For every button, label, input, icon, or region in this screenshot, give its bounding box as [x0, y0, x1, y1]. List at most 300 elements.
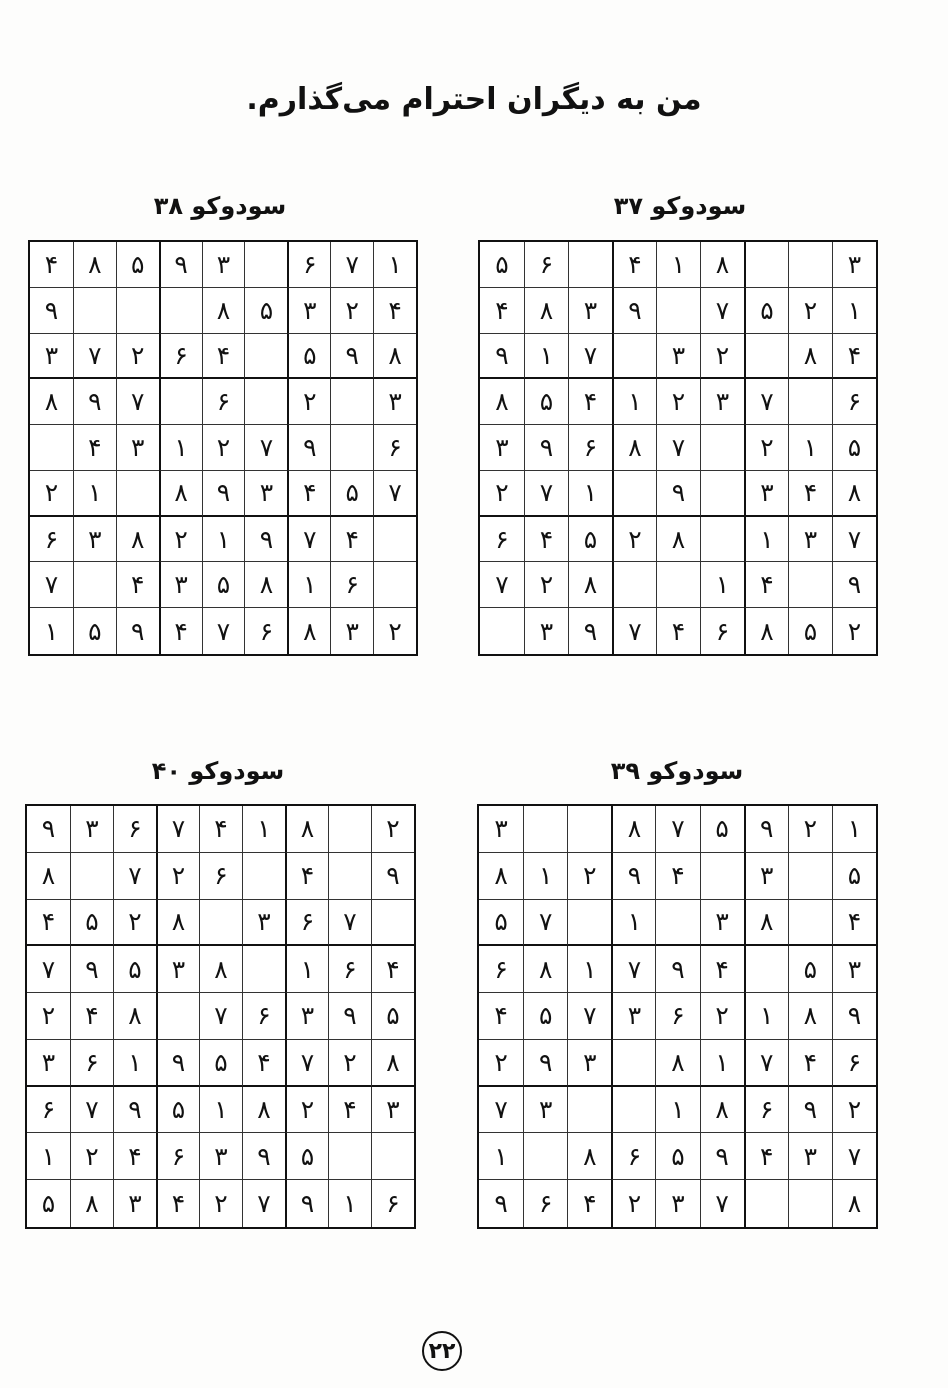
sudoku-cell: ۷ [744, 1040, 788, 1087]
sudoku-cell [744, 242, 788, 288]
sudoku-cell: ۱ [656, 242, 700, 288]
sudoku-cell: ۷ [611, 946, 655, 993]
sudoku-cell [30, 425, 73, 471]
sudoku-cell: ۳ [116, 425, 159, 471]
sudoku-cell [242, 853, 285, 900]
sudoku-cell: ۱ [700, 562, 744, 608]
sudoku-cell: ۶ [568, 425, 612, 471]
sudoku-cell: ۹ [611, 853, 655, 900]
sudoku-cell: ۳ [611, 993, 655, 1040]
sudoku-cell: ۵ [568, 517, 612, 563]
sudoku-cell [244, 242, 287, 288]
sudoku-cell: ۱ [159, 425, 202, 471]
sudoku-cell: ۷ [832, 1133, 876, 1180]
sudoku-cell: ۴ [480, 288, 524, 334]
sudoku-cell: ۳ [700, 379, 744, 425]
sudoku-cell [656, 288, 700, 334]
sudoku-cell: ۹ [116, 608, 159, 654]
sudoku-cell: ۳ [523, 1087, 567, 1134]
sudoku-cell: ۵ [788, 946, 832, 993]
sudoku-cell: ۵ [199, 1040, 242, 1087]
sudoku-cell: ۹ [328, 993, 371, 1040]
sudoku-cell: ۵ [287, 334, 330, 380]
sudoku-cell: ۲ [27, 993, 70, 1040]
sudoku-cell: ۴ [159, 608, 202, 654]
sudoku-cell: ۱ [242, 806, 285, 853]
sudoku-cell [567, 1087, 611, 1134]
sudoku-grid-40 [25, 804, 416, 1229]
sudoku-cell: ۱ [611, 900, 655, 947]
sudoku-cell: ۶ [202, 379, 245, 425]
sudoku-cell: ۴ [113, 1133, 156, 1180]
sudoku-cell [700, 853, 744, 900]
sudoku-cell: ۵ [156, 1087, 199, 1134]
sudoku-cell: ۹ [70, 946, 113, 993]
sudoku-cell: ۹ [287, 425, 330, 471]
sudoku-cell [480, 608, 524, 654]
sudoku-cell [199, 900, 242, 947]
sudoku-cell: ۲ [480, 471, 524, 517]
sudoku-cell: ۱ [567, 946, 611, 993]
sudoku-cell: ۷ [700, 288, 744, 334]
sudoku-cell: ۱ [373, 242, 416, 288]
sudoku-cell [788, 853, 832, 900]
sudoku-cell: ۲ [612, 517, 656, 563]
sudoku-cell: ۲ [700, 993, 744, 1040]
sudoku-cell: ۲ [371, 806, 414, 853]
sudoku-cell: ۹ [73, 379, 116, 425]
sudoku-cell [330, 425, 373, 471]
sudoku-cell: ۴ [744, 1133, 788, 1180]
sudoku-cell: ۲ [788, 288, 832, 334]
sudoku-cell: ۹ [700, 1133, 744, 1180]
sudoku-cell: ۳ [156, 946, 199, 993]
sudoku-cell [788, 1180, 832, 1227]
sudoku-cell: ۷ [480, 562, 524, 608]
sudoku-cell: ۸ [242, 1087, 285, 1134]
sudoku-cell: ۱ [568, 471, 612, 517]
sudoku-cell: ۱ [27, 1133, 70, 1180]
sudoku-cell: ۷ [330, 242, 373, 288]
sudoku-cell: ۳ [567, 1040, 611, 1087]
sudoku-cell: ۹ [330, 334, 373, 380]
sudoku-cell: ۸ [371, 1040, 414, 1087]
sudoku-cell: ۴ [700, 946, 744, 993]
sudoku-cell: ۴ [156, 1180, 199, 1227]
sudoku-grid-38 [28, 240, 418, 656]
sudoku-cell: ۸ [611, 806, 655, 853]
sudoku-cell: ۱ [832, 806, 876, 853]
sudoku-cell: ۶ [285, 900, 328, 947]
sudoku-cell: ۸ [159, 471, 202, 517]
sudoku-cell: ۷ [744, 379, 788, 425]
sudoku-cell: ۸ [199, 946, 242, 993]
sudoku-cell: ۸ [568, 562, 612, 608]
sudoku-cell: ۸ [523, 946, 567, 993]
sudoku-cell: ۲ [330, 288, 373, 334]
sudoku-cell: ۷ [156, 806, 199, 853]
sudoku-cell: ۷ [27, 946, 70, 993]
sudoku-cell [788, 562, 832, 608]
sudoku-cell: ۸ [30, 379, 73, 425]
sudoku-cell: ۵ [116, 242, 159, 288]
sudoku-cell [655, 900, 699, 947]
sudoku-cell: ۸ [287, 608, 330, 654]
sudoku-cell: ۹ [656, 471, 700, 517]
sudoku-cell [700, 471, 744, 517]
sudoku-cell [373, 562, 416, 608]
sudoku-cell [73, 288, 116, 334]
sudoku-cell: ۸ [480, 379, 524, 425]
sudoku-cell: ۶ [287, 242, 330, 288]
sudoku-cell [612, 334, 656, 380]
sudoku-cell: ۴ [27, 900, 70, 947]
sudoku-cell: ۹ [480, 334, 524, 380]
sudoku-cell: ۲ [611, 1180, 655, 1227]
sudoku-cell: ۹ [156, 1040, 199, 1087]
sudoku-cell [159, 379, 202, 425]
sudoku-cell [611, 1040, 655, 1087]
sudoku-grid-37 [478, 240, 878, 656]
sudoku-cell: ۴ [479, 993, 523, 1040]
sudoku-cell: ۹ [655, 946, 699, 993]
sudoku-cell [744, 946, 788, 993]
sudoku-cell: ۱ [287, 562, 330, 608]
sudoku-cell: ۳ [744, 471, 788, 517]
sudoku-cell: ۶ [27, 1087, 70, 1134]
sudoku-cell: ۵ [480, 242, 524, 288]
sudoku-cell: ۹ [494, 1189, 508, 1219]
sudoku-cell: ۷ [567, 993, 611, 1040]
sudoku-cell: ۱ [202, 517, 245, 563]
sudoku-cell: ۸ [832, 1180, 876, 1227]
sudoku-cell: ۶ [655, 993, 699, 1040]
sudoku-cell: ۹ [568, 608, 612, 654]
sudoku-cell: ۵ [70, 900, 113, 947]
sudoku-cell: ۴ [73, 425, 116, 471]
sudoku-cell: ۳ [700, 900, 744, 947]
sudoku-cell: ۶ [479, 946, 523, 993]
sudoku-cell: ۹ [612, 288, 656, 334]
sudoku-cell: ۸ [700, 242, 744, 288]
sudoku-cell: ۳ [287, 288, 330, 334]
sudoku-cell: ۴ [656, 608, 700, 654]
sudoku-cell: ۴ [568, 379, 612, 425]
sudoku-cell: ۱ [523, 853, 567, 900]
sudoku-cell: ۱ [744, 993, 788, 1040]
sudoku-cell: ۸ [524, 288, 568, 334]
sudoku-cell: ۸ [744, 900, 788, 947]
sudoku-cell: ۹ [113, 1087, 156, 1134]
sudoku-cell: ۴ [328, 1087, 371, 1134]
sudoku-cell: ۹ [27, 806, 70, 853]
sudoku-cell [328, 806, 371, 853]
sudoku-cell [116, 288, 159, 334]
sudoku-cell: ۳ [242, 900, 285, 947]
sudoku-cell: ۷ [832, 517, 876, 563]
sudoku-cell: ۴ [832, 334, 876, 380]
sudoku-cell: ۹ [285, 1180, 328, 1227]
sudoku-cell: ۷ [655, 806, 699, 853]
sudoku-cell: ۷ [242, 1180, 285, 1227]
sudoku-cell [567, 900, 611, 947]
sudoku-cell: ۶ [611, 1133, 655, 1180]
sudoku-cell [242, 946, 285, 993]
sudoku-cell: ۳ [373, 379, 416, 425]
sudoku-cell: ۳ [656, 334, 700, 380]
sudoku-cell: ۹ [788, 1087, 832, 1134]
sudoku-cell: ۳ [832, 242, 876, 288]
sudoku-cell: ۴ [285, 853, 328, 900]
sudoku-cell: ۳ [371, 1087, 414, 1134]
sudoku-cell [371, 900, 414, 947]
sudoku-cell: ۲ [70, 1133, 113, 1180]
sudoku-cell: ۶ [30, 517, 73, 563]
sudoku-cell [523, 806, 567, 853]
sudoku-cell: ۴ [287, 471, 330, 517]
sudoku-cell [744, 1180, 788, 1227]
sudoku-cell: ۶ [480, 517, 524, 563]
sudoku-cell: ۲ [832, 608, 876, 654]
sudoku-cell: ۸ [156, 900, 199, 947]
sudoku-cell: ۵ [524, 379, 568, 425]
sudoku-cell [700, 425, 744, 471]
sudoku-cell: ۲ [524, 562, 568, 608]
sudoku-cell: ۶ [744, 1087, 788, 1134]
sudoku-cell [788, 379, 832, 425]
sudoku-cell: ۷ [656, 425, 700, 471]
sudoku-cell [328, 853, 371, 900]
sudoku-cell: ۴ [373, 288, 416, 334]
sudoku-cell: ۸ [788, 334, 832, 380]
sudoku-cell: ۸ [73, 242, 116, 288]
sudoku-cell: ۵ [523, 993, 567, 1040]
sudoku-cell [788, 900, 832, 947]
sudoku-cell: ۹ [832, 993, 876, 1040]
puzzle-title-37: سودوکو ۳۷ [613, 192, 747, 220]
sudoku-cell: ۶ [159, 334, 202, 380]
sudoku-cell: ۶ [199, 853, 242, 900]
sudoku-cell: ۴ [202, 334, 245, 380]
sudoku-cell [612, 562, 656, 608]
sudoku-cell: ۲ [328, 1040, 371, 1087]
sudoku-cell [373, 517, 416, 563]
sudoku-cell: ۷ [568, 334, 612, 380]
sudoku-cell: ۷ [199, 993, 242, 1040]
sudoku-cell: ۵ [202, 562, 245, 608]
sudoku-cell [330, 379, 373, 425]
sudoku-cell: ۲ [656, 379, 700, 425]
puzzle-title-40: سودوکو ۴۰ [151, 757, 285, 785]
sudoku-cell: ۳ [788, 1133, 832, 1180]
sudoku-cell: ۹ [832, 562, 876, 608]
sudoku-cell: ۵ [73, 608, 116, 654]
sudoku-cell: ۲ [285, 1087, 328, 1134]
sudoku-cell [611, 1087, 655, 1134]
sudoku-cell: ۴ [30, 242, 73, 288]
sudoku-cell: ۷ [244, 425, 287, 471]
sudoku-cell: ۷ [30, 562, 73, 608]
sudoku-cell: ۴ [70, 993, 113, 1040]
sudoku-cell: ۳ [480, 425, 524, 471]
sudoku-cell: ۷ [116, 379, 159, 425]
sudoku-cell: ۲ [567, 853, 611, 900]
sudoku-cell: ۷ [523, 900, 567, 947]
sudoku-cell: ۴ [371, 946, 414, 993]
sudoku-cell: ۵ [832, 853, 876, 900]
sudoku-cell: ۸ [700, 1087, 744, 1134]
sudoku-cell: ۸ [832, 471, 876, 517]
sudoku-cell: ۳ [244, 471, 287, 517]
sudoku-cell: ۸ [479, 853, 523, 900]
sudoku-cell [744, 334, 788, 380]
sudoku-cell: ۶ [373, 425, 416, 471]
sudoku-cell: ۲ [30, 471, 73, 517]
sudoku-cell [159, 288, 202, 334]
sudoku-cell: ۲ [199, 1180, 242, 1227]
sudoku-cell: ۵ [479, 900, 523, 947]
sudoku-cell [568, 242, 612, 288]
sudoku-cell: ۴ [116, 562, 159, 608]
sudoku-cell: ۹ [244, 517, 287, 563]
sudoku-cell: ۱ [524, 334, 568, 380]
sudoku-cell [70, 853, 113, 900]
sudoku-cell: ۴ [788, 1040, 832, 1087]
sudoku-cell: ۸ [70, 1180, 113, 1227]
sudoku-cell: ۲ [373, 608, 416, 654]
sudoku-cell: ۸ [116, 517, 159, 563]
sudoku-cell: ۶ [832, 1040, 876, 1087]
sudoku-cell: ۹ [242, 1133, 285, 1180]
sudoku-cell: ۵ [832, 425, 876, 471]
sudoku-cell: ۳ [73, 517, 116, 563]
sudoku-cell: ۳ [70, 806, 113, 853]
sudoku-grid-39 [477, 804, 878, 1229]
sudoku-cell: ۲ [287, 379, 330, 425]
sudoku-cell: ۹ [371, 853, 414, 900]
sudoku-cell [788, 242, 832, 288]
sudoku-cell [700, 517, 744, 563]
sudoku-cell: ۱ [285, 946, 328, 993]
sudoku-cell: ۳ [113, 1180, 156, 1227]
sudoku-cell: ۷ [373, 471, 416, 517]
sudoku-cell: ۶ [70, 1040, 113, 1087]
sudoku-cell: ۳ [744, 853, 788, 900]
sudoku-cell: ۵ [244, 288, 287, 334]
sudoku-cell [156, 993, 199, 1040]
sudoku-cell: ۷ [202, 608, 245, 654]
sudoku-cell: ۱ [73, 471, 116, 517]
sudoku-cell: ۵ [788, 608, 832, 654]
sudoku-cell: ۳ [159, 562, 202, 608]
sudoku-cell: ۶ [371, 1180, 414, 1227]
sudoku-cell: ۸ [244, 562, 287, 608]
sudoku-cell: ۸ [113, 993, 156, 1040]
sudoku-cell [656, 562, 700, 608]
sudoku-cell: ۲ [832, 1087, 876, 1134]
sudoku-cell [523, 1133, 567, 1180]
sudoku-cell: ۹ [202, 471, 245, 517]
sudoku-cell: ۴ [832, 900, 876, 947]
puzzle-title-39: سودوکو ۳۹ [610, 757, 744, 785]
sudoku-cell: ۸ [655, 1040, 699, 1087]
sudoku-cell: ۷ [70, 1087, 113, 1134]
sudoku-cell [371, 1133, 414, 1180]
sudoku-cell [73, 562, 116, 608]
sudoku-cell: ۲ [116, 334, 159, 380]
sudoku-cell: ۳ [524, 608, 568, 654]
sudoku-cell: ۶ [113, 806, 156, 853]
sudoku-cell: ۲ [156, 853, 199, 900]
sudoku-cell: ۸ [656, 517, 700, 563]
sudoku-cell: ۲ [159, 517, 202, 563]
sudoku-cell: ۵ [655, 1133, 699, 1180]
page-title: من به دیگران احترام می‌گذارم. [246, 82, 702, 117]
sudoku-cell: ۳ [568, 288, 612, 334]
sudoku-cell [116, 471, 159, 517]
sudoku-cell: ۷ [700, 1180, 744, 1227]
sudoku-cell: ۸ [202, 288, 245, 334]
sudoku-cell: ۹ [744, 806, 788, 853]
sudoku-cell: ۷ [113, 853, 156, 900]
sudoku-cell: ۱ [612, 379, 656, 425]
sudoku-cell: ۸ [744, 608, 788, 654]
sudoku-cell [612, 471, 656, 517]
sudoku-cell: ۴ [199, 806, 242, 853]
sudoku-cell: ۴ [330, 517, 373, 563]
sudoku-cell: ۴ [524, 517, 568, 563]
sudoku-cell: ۴ [567, 1180, 611, 1227]
sudoku-cell: ۴ [655, 853, 699, 900]
sudoku-cell: ۳ [788, 517, 832, 563]
sudoku-cell: ۶ [330, 562, 373, 608]
puzzle-title-38: سودوکو ۳۸ [153, 192, 287, 220]
sudoku-cell: ۱ [199, 1087, 242, 1134]
sudoku-cell: ۴ [612, 242, 656, 288]
sudoku-cell: ۶ [524, 242, 568, 288]
sudoku-cell: ۴ [744, 562, 788, 608]
sudoku-cell: ۹ [524, 425, 568, 471]
sudoku-cell: ۹ [523, 1040, 567, 1087]
sudoku-cell: ۳ [199, 1133, 242, 1180]
sudoku-cell [328, 1133, 371, 1180]
sudoku-cell: ۱ [479, 1133, 523, 1180]
sudoku-cell: ۳ [479, 806, 523, 853]
sudoku-cell: ۳ [202, 242, 245, 288]
sudoku-cell: ۳ [30, 334, 73, 380]
sudoku-cell: ۱ [113, 1040, 156, 1087]
sudoku-cell: ۶ [832, 379, 876, 425]
sudoku-cell: ۲ [113, 900, 156, 947]
sudoku-cell: ۱ [744, 517, 788, 563]
sudoku-cell: ۱ [700, 1040, 744, 1087]
sudoku-cell: ۴ [242, 1040, 285, 1087]
sudoku-cell: ۶ [244, 608, 287, 654]
sudoku-cell [244, 379, 287, 425]
sudoku-cell: ۲ [202, 425, 245, 471]
sudoku-cell: ۸ [27, 853, 70, 900]
sudoku-cell: ۷ [612, 608, 656, 654]
sudoku-cell: ۵ [330, 471, 373, 517]
sudoku-cell [567, 806, 611, 853]
sudoku-cell [244, 334, 287, 380]
sudoku-cell: ۱ [655, 1087, 699, 1134]
sudoku-cell: ۵ [700, 806, 744, 853]
sudoku-cell: ۷ [285, 1040, 328, 1087]
sudoku-cell: ۸ [567, 1133, 611, 1180]
sudoku-cell: ۵ [744, 288, 788, 334]
sudoku-cell: ۵ [371, 993, 414, 1040]
